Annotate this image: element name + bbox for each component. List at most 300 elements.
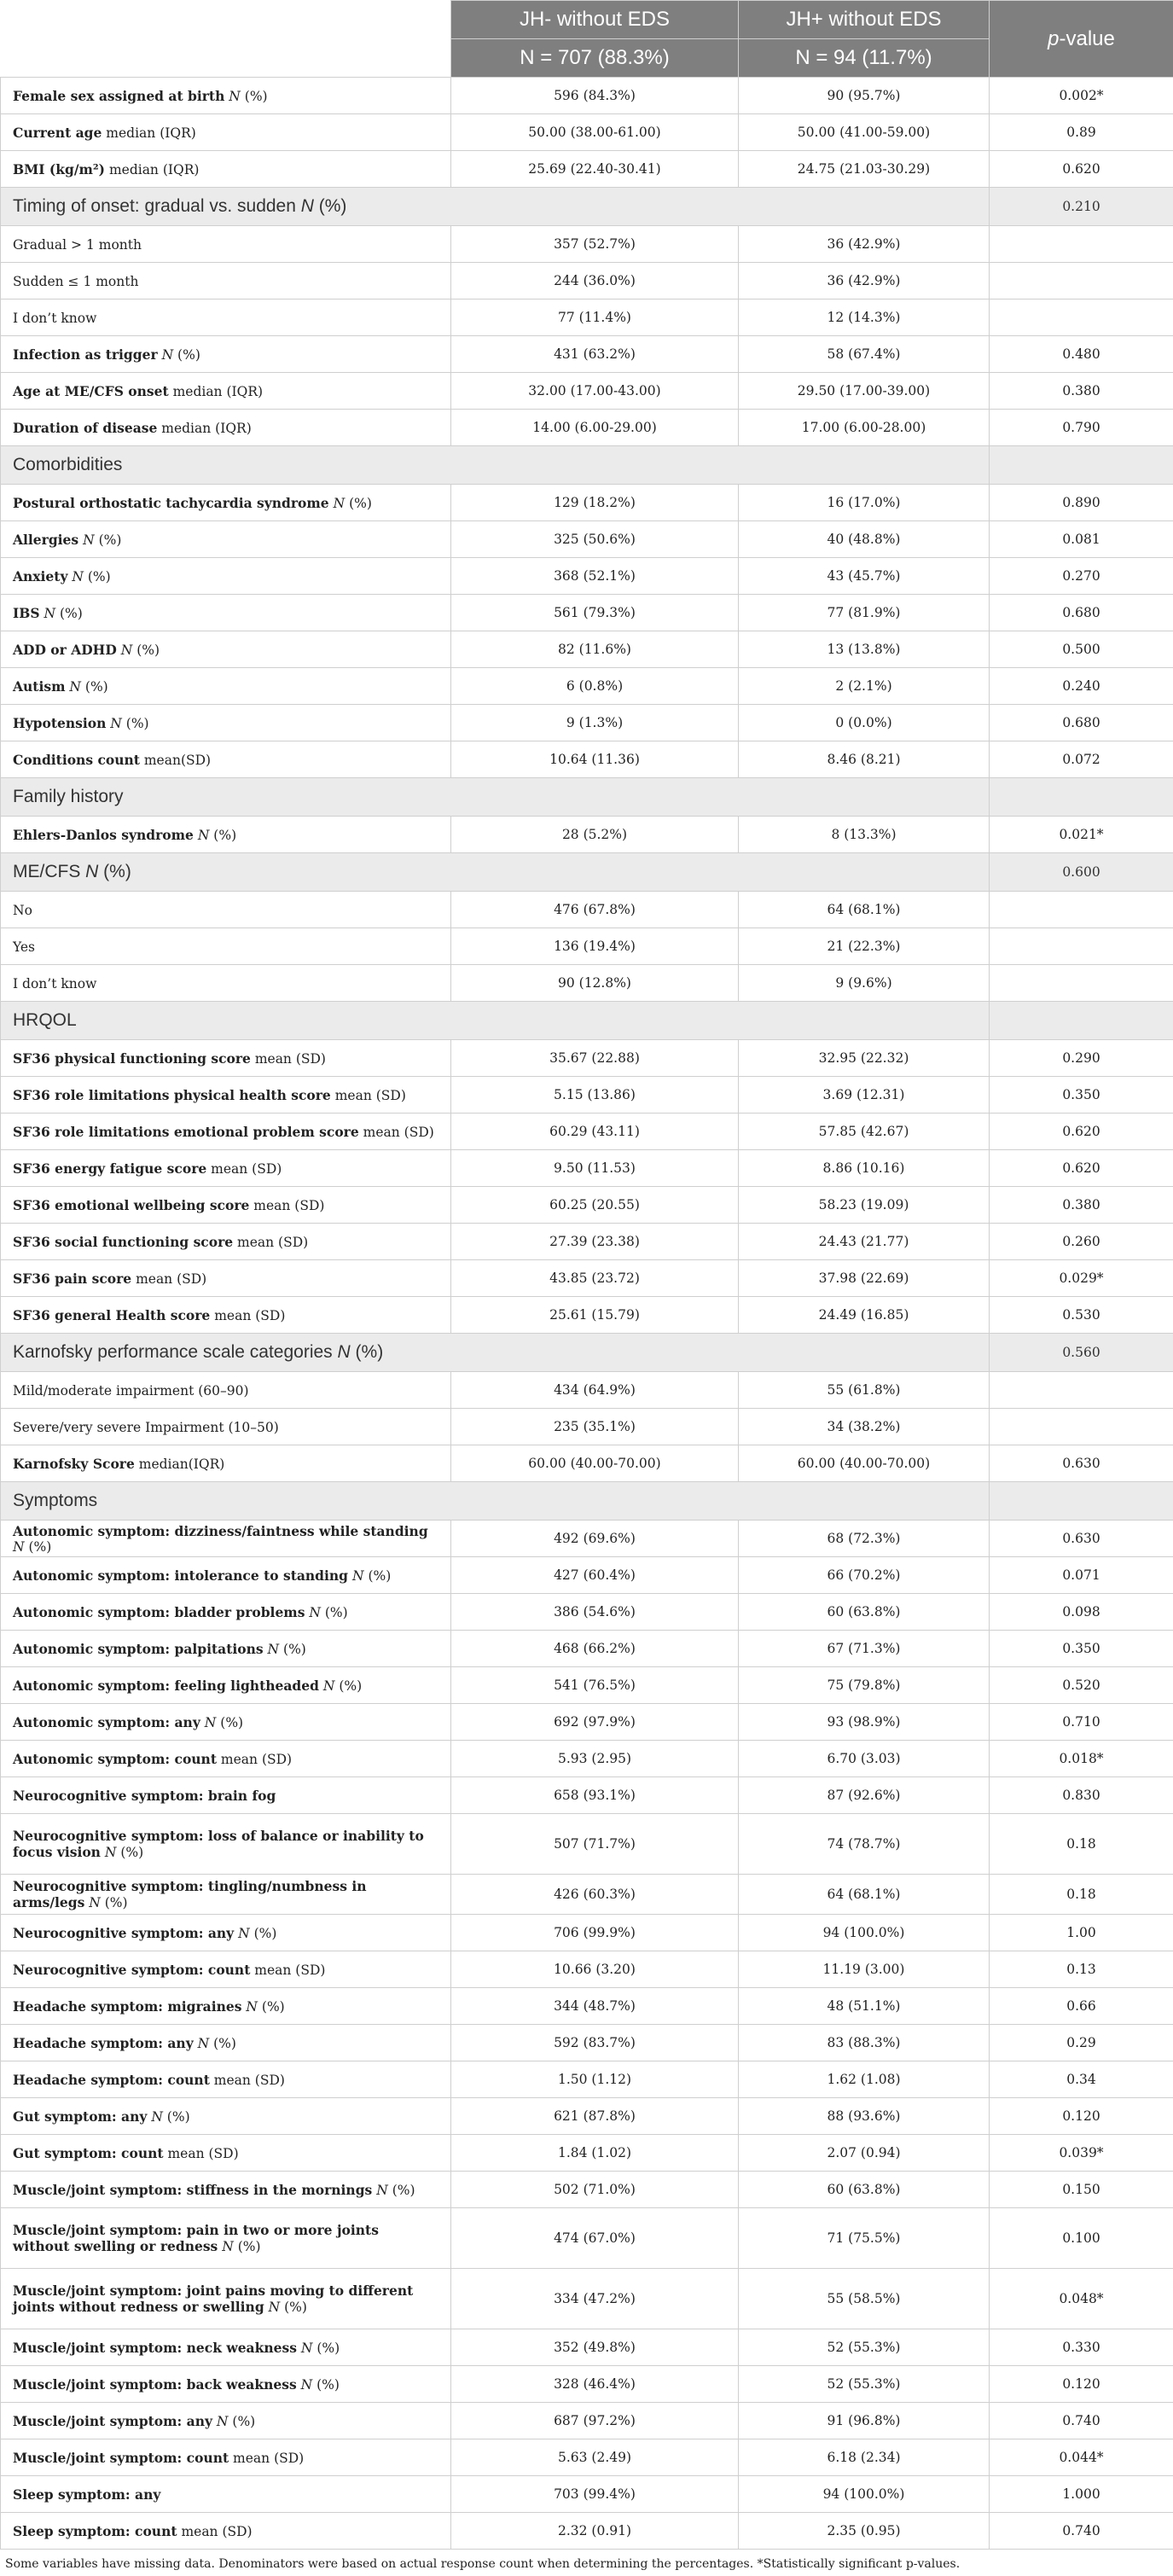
row-label	[1, 2172, 451, 2208]
table-row	[1, 1077, 1173, 1114]
p-value: 0.048*	[990, 2269, 1173, 2329]
group2-value: 8.46 (8.21)	[739, 741, 990, 778]
group2-value: 13 (13.8%)	[739, 631, 990, 668]
p-value	[990, 226, 1173, 263]
row-label	[1, 1814, 451, 1875]
row-label	[1, 2061, 451, 2098]
row-label-variable: ADD or ADHD	[13, 641, 117, 658]
p-value: 0.18	[990, 1814, 1173, 1875]
group1-value: 5.93 (2.95)	[451, 1741, 739, 1777]
table-row	[1, 1260, 1173, 1297]
section-title	[1, 1482, 990, 1521]
section-p-value	[990, 1482, 1173, 1521]
group2-value: 60.00 (40.00-70.00)	[739, 1445, 990, 1482]
row-label	[1, 263, 451, 299]
row-label	[1, 1040, 451, 1077]
table-row	[1, 1040, 1173, 1077]
header-group2: JH+ without EDS	[739, 1, 990, 39]
row-label	[1, 2098, 451, 2135]
group1-value: 6 (0.8%)	[451, 668, 739, 705]
row-label-stat: (%)	[320, 1604, 348, 1620]
group2-value: 2.07 (0.94)	[739, 2135, 990, 2172]
table-row	[1, 595, 1173, 631]
row-label-variable: Anxiety	[13, 567, 68, 584]
section-title-suffix: (%)	[98, 862, 131, 881]
header-group1-n: N = 707 (88.3%)	[451, 39, 739, 78]
row-label-variable: Muscle/joint symptom: neck weakness	[13, 2339, 297, 2356]
row-label-stat: (%)	[345, 495, 372, 511]
row-label-variable: Headache symptom: count	[13, 2071, 210, 2088]
row-label-variable: Sleep symptom: count	[13, 2522, 177, 2539]
row-label-stat: mean (SD)	[229, 2450, 305, 2466]
row-label-n: N	[104, 1845, 117, 1860]
table-row	[1, 1631, 1173, 1667]
p-value: 0.18	[990, 1875, 1173, 1915]
group2-value: 43 (45.7%)	[739, 558, 990, 595]
group2-value: 64 (68.1%)	[739, 892, 990, 928]
row-label-n: N	[351, 1567, 364, 1584]
row-label	[1, 965, 451, 1002]
table-row	[1, 817, 1173, 853]
group2-value: 29.50 (17.00-39.00)	[739, 373, 990, 410]
table-row	[1, 2061, 1173, 2098]
row-label-stat: mean (SD)	[163, 2145, 239, 2161]
table-row	[1, 2476, 1173, 2513]
group2-value: 17.00 (6.00-28.00)	[739, 410, 990, 446]
group2-value: 68 (72.3%)	[739, 1521, 990, 1557]
row-label-stat: I don’t know	[13, 975, 97, 991]
row-label-stat: (%)	[257, 1998, 285, 2015]
group1-value: 60.25 (20.55)	[451, 1187, 739, 1224]
row-label-stat: median (IQR)	[157, 420, 252, 436]
section-title-n: N	[300, 196, 314, 216]
p-value: 0.380	[990, 373, 1173, 410]
table-row	[1, 78, 1173, 114]
section-title	[1, 778, 990, 817]
group2-value: 11.19 (3.00)	[739, 1951, 990, 1988]
group2-value: 48 (51.1%)	[739, 1988, 990, 2025]
group2-value: 75 (79.8%)	[739, 1667, 990, 1704]
p-value: 0.098	[990, 1594, 1173, 1631]
group2-value: 60 (63.8%)	[739, 1594, 990, 1631]
p-value	[990, 928, 1173, 965]
section-p-value: 0.210	[990, 188, 1173, 226]
table-row	[1, 2269, 1173, 2329]
row-label	[1, 2135, 451, 2172]
p-value: 0.029*	[990, 1260, 1173, 1297]
p-value: 0.34	[990, 2061, 1173, 2098]
table-row	[1, 1150, 1173, 1187]
row-label-variable: Muscle/joint symptom: joint pains moving to different joints without redness or swelling	[13, 2282, 414, 2315]
group1-value: 90 (12.8%)	[451, 965, 739, 1002]
row-label	[1, 1187, 451, 1224]
row-label-variable: BMI (kg/m²)	[13, 160, 106, 177]
row-label	[1, 1667, 451, 1704]
table-row	[1, 2329, 1173, 2366]
group2-value: 21 (22.3%)	[739, 928, 990, 965]
section-p-value	[990, 446, 1173, 485]
row-label-stat: (%)	[216, 1714, 244, 1730]
table-row	[1, 2098, 1173, 2135]
row-label-stat: Mild/moderate impairment (60–90)	[13, 1382, 249, 1398]
group2-value: 1.62 (1.08)	[739, 2061, 990, 2098]
group1-value: 368 (52.1%)	[451, 558, 739, 595]
table-row	[1, 965, 1173, 1002]
table-row	[1, 410, 1173, 446]
group1-value: 431 (63.2%)	[451, 336, 739, 373]
row-label	[1, 78, 451, 114]
row-label	[1, 1594, 451, 1631]
table-row	[1, 1814, 1173, 1875]
section-header-row	[1, 1482, 1173, 1521]
p-value: 0.680	[990, 595, 1173, 631]
row-label	[1, 1445, 451, 1482]
group1-value: 10.64 (11.36)	[451, 741, 739, 778]
table-row	[1, 1875, 1173, 1915]
row-label	[1, 114, 451, 151]
row-label-n: N	[246, 1998, 258, 2015]
group1-value: 596 (84.3%)	[451, 78, 739, 114]
row-label	[1, 336, 451, 373]
row-label-variable: Hypotension	[13, 714, 107, 731]
row-label-n: N	[44, 605, 56, 621]
table-row	[1, 1445, 1173, 1482]
group2-value: 36 (42.9%)	[739, 226, 990, 263]
p-value: 0.630	[990, 1445, 1173, 1482]
row-label-stat: mean (SD)	[209, 2072, 285, 2088]
group1-value: 5.15 (13.86)	[451, 1077, 739, 1114]
p-value: 0.021*	[990, 817, 1173, 853]
table-row	[1, 2172, 1173, 2208]
group2-value: 93 (98.9%)	[739, 1704, 990, 1741]
p-value	[990, 263, 1173, 299]
row-label-n: N	[333, 495, 346, 511]
row-label-variable: Neurocognitive symptom: loss of balance or inability to focus vision	[13, 1828, 424, 1860]
section-header-row	[1, 1002, 1173, 1040]
group2-value: 77 (81.9%)	[739, 595, 990, 631]
row-label-stat: mean(SD)	[139, 752, 212, 768]
row-label	[1, 892, 451, 928]
group1-value: 492 (69.6%)	[451, 1521, 739, 1557]
row-label-variable: SF36 physical functioning score	[13, 1050, 251, 1067]
p-value: 0.120	[990, 2098, 1173, 2135]
table-row	[1, 2208, 1173, 2269]
row-label-variable: Muscle/joint symptom: any	[13, 2412, 212, 2429]
group2-value: 12 (14.3%)	[739, 299, 990, 336]
row-label-variable: SF36 social functioning score	[13, 1233, 234, 1250]
row-label-stat: No	[13, 902, 32, 918]
p-value	[990, 965, 1173, 1002]
table-body	[1, 78, 1173, 2550]
row-label-variable: Autism	[13, 677, 66, 695]
section-title-text: Karnofsky performance scale categories	[13, 1342, 338, 1362]
group2-value: 60 (63.8%)	[739, 2172, 990, 2208]
group1-value: 476 (67.8%)	[451, 892, 739, 928]
p-value: 1.00	[990, 1915, 1173, 1951]
p-value: 0.039*	[990, 2135, 1173, 2172]
group2-value: 34 (38.2%)	[739, 1409, 990, 1445]
table-row	[1, 521, 1173, 558]
row-label-stat: mean (SD)	[330, 1087, 406, 1103]
group2-value: 64 (68.1%)	[739, 1875, 990, 1915]
table-row	[1, 263, 1173, 299]
row-label-variable: SF36 energy fatigue score	[13, 1160, 207, 1177]
row-label-variable: SF36 pain score	[13, 1270, 132, 1287]
section-p-value	[990, 1002, 1173, 1040]
row-label-variable: Duration of disease	[13, 419, 158, 436]
p-value: 0.072	[990, 741, 1173, 778]
p-value: 0.890	[990, 485, 1173, 521]
row-label-stat: median (IQR)	[168, 383, 264, 399]
row-label-variable: Autonomic symptom: feeling lightheaded	[13, 1677, 319, 1694]
group1-value: 2.32 (0.91)	[451, 2513, 739, 2550]
row-label-stat: median (IQR)	[102, 125, 196, 141]
row-label-variable: Headache symptom: any	[13, 2034, 194, 2051]
group1-value: 386 (54.6%)	[451, 1594, 739, 1631]
table-row	[1, 2366, 1173, 2403]
row-label-n: N	[216, 2413, 229, 2429]
p-value: 0.740	[990, 2513, 1173, 2550]
group1-value: 692 (97.9%)	[451, 1704, 739, 1741]
p-value: 0.710	[990, 1704, 1173, 1741]
p-value: 0.380	[990, 1187, 1173, 1224]
section-header-row	[1, 1334, 1173, 1372]
header-blank-cell	[1, 1, 451, 78]
table-row	[1, 1409, 1173, 1445]
row-label-n: N	[110, 715, 122, 731]
row-label-stat: (%)	[312, 2376, 340, 2393]
table-row	[1, 928, 1173, 965]
row-label-stat: Yes	[13, 939, 36, 955]
group2-value: 50.00 (41.00-59.00)	[739, 114, 990, 151]
row-label	[1, 1741, 451, 1777]
section-title-text: ME/CFS	[13, 862, 86, 881]
row-label-variable: Current age	[13, 124, 102, 141]
table-row	[1, 2439, 1173, 2476]
table-row	[1, 1667, 1173, 1704]
row-label-variable: Autonomic symptom: dizziness/faintness while standing	[13, 1522, 428, 1539]
p-value: 0.260	[990, 1224, 1173, 1260]
p-value: 0.071	[990, 1557, 1173, 1594]
group1-value: 325 (50.6%)	[451, 521, 739, 558]
header-pvalue-italic: p	[1048, 26, 1060, 50]
group1-value: 474 (67.0%)	[451, 2208, 739, 2269]
group1-value: 129 (18.2%)	[451, 485, 739, 521]
row-label	[1, 1224, 451, 1260]
group1-value: 507 (71.7%)	[451, 1814, 739, 1875]
row-label-n: N	[204, 1714, 217, 1730]
section-title-suffix: (%)	[350, 1342, 384, 1362]
row-label-variable: Autonomic symptom: bladder problems	[13, 1603, 305, 1620]
row-label	[1, 1557, 451, 1594]
row-label	[1, 1409, 451, 1445]
p-value: 0.081	[990, 521, 1173, 558]
p-value: 0.350	[990, 1631, 1173, 1667]
table-row	[1, 485, 1173, 521]
group2-value: 94 (100.0%)	[739, 1915, 990, 1951]
row-label	[1, 705, 451, 741]
row-label-variable: Muscle/joint symptom: pain in two or more joints without swelling or redness	[13, 2222, 379, 2254]
row-label	[1, 1297, 451, 1334]
group1-value: 334 (47.2%)	[451, 2269, 739, 2329]
table-row	[1, 2135, 1173, 2172]
row-label	[1, 1875, 451, 1915]
row-label-n: N	[268, 2300, 281, 2315]
section-header-row	[1, 446, 1173, 485]
group1-value: 9.50 (11.53)	[451, 1150, 739, 1187]
row-label-stat: mean (SD)	[250, 1050, 326, 1067]
row-label-variable: SF36 general Health score	[13, 1306, 211, 1323]
p-value: 0.044*	[990, 2439, 1173, 2476]
group2-value: 58 (67.4%)	[739, 336, 990, 373]
row-label-variable: Neurocognitive symptom: count	[13, 1961, 251, 1978]
table-row	[1, 2025, 1173, 2061]
p-value: 0.500	[990, 631, 1173, 668]
group1-value: 244 (36.0%)	[451, 263, 739, 299]
section-p-value: 0.560	[990, 1334, 1173, 1372]
group1-value: 468 (66.2%)	[451, 1631, 739, 1667]
row-label	[1, 928, 451, 965]
group2-value: 6.18 (2.34)	[739, 2439, 990, 2476]
row-label-n: N	[222, 2239, 234, 2254]
row-label-variable: SF36 role limitations emotional problem score	[13, 1123, 359, 1140]
row-label	[1, 2025, 451, 2061]
table-row	[1, 1521, 1173, 1557]
row-label-stat: mean (SD)	[210, 1307, 286, 1323]
group2-value: 2.35 (0.95)	[739, 2513, 990, 2550]
group1-value: 28 (5.2%)	[451, 817, 739, 853]
row-label-stat: Sudden ≤ 1 month	[13, 273, 139, 289]
row-label	[1, 2439, 451, 2476]
p-value: 0.790	[990, 410, 1173, 446]
table-header	[1, 1, 1173, 78]
table-row	[1, 114, 1173, 151]
row-label-n: N	[300, 2376, 313, 2393]
table-row	[1, 2403, 1173, 2439]
table-footnote: Some variables have missing data. Denominators were based on actual response count when determining the percentages. *Statistically significant p-values.	[5, 2557, 961, 2571]
table-row	[1, 1224, 1173, 1260]
table-row	[1, 1915, 1173, 1951]
row-label-variable: SF36 emotional wellbeing score	[13, 1196, 250, 1213]
group2-value: 88 (93.6%)	[739, 2098, 990, 2135]
row-label-n: N	[197, 2035, 210, 2051]
section-title-suffix: (%)	[313, 196, 347, 216]
row-label-variable: Neurocognitive symptom: any	[13, 1924, 235, 1941]
group2-value: 16 (17.0%)	[739, 485, 990, 521]
section-header-row	[1, 778, 1173, 817]
table-row	[1, 1372, 1173, 1409]
group2-value: 8.86 (10.16)	[739, 1150, 990, 1187]
row-label-variable: Infection as trigger	[13, 346, 158, 363]
row-label-stat: (%)	[116, 1845, 144, 1860]
row-label-variable: Muscle/joint symptom: count	[13, 2449, 229, 2466]
section-p-value: 0.600	[990, 853, 1173, 892]
table-row	[1, 705, 1173, 741]
table-row	[1, 1297, 1173, 1334]
group1-value: 658 (93.1%)	[451, 1777, 739, 1814]
row-label-stat: (%)	[132, 642, 160, 658]
header-pvalue	[990, 1, 1173, 78]
row-label-n: N	[197, 827, 210, 843]
group2-value: 32.95 (22.32)	[739, 1040, 990, 1077]
section-title	[1, 446, 990, 485]
row-label-stat: (%)	[83, 568, 111, 584]
row-label-n: N	[238, 1925, 250, 1941]
row-label-n: N	[151, 2108, 163, 2125]
section-title	[1, 188, 990, 226]
group1-value: 14.00 (6.00-29.00)	[451, 410, 739, 446]
row-label-stat: (%)	[312, 2340, 340, 2356]
p-value	[990, 299, 1173, 336]
row-label	[1, 595, 451, 631]
group1-value: 592 (83.7%)	[451, 2025, 739, 2061]
p-value: 0.620	[990, 1150, 1173, 1187]
group1-value: 706 (99.9%)	[451, 1915, 739, 1951]
group1-value: 357 (52.7%)	[451, 226, 739, 263]
row-label	[1, 1777, 451, 1814]
p-value: 0.330	[990, 2329, 1173, 2366]
group1-value: 352 (49.8%)	[451, 2329, 739, 2366]
group1-value: 60.29 (43.11)	[451, 1114, 739, 1150]
row-label-variable: Female sex assigned at birth	[13, 87, 225, 104]
section-title-text: Symptoms	[13, 1491, 98, 1510]
group1-value: 35.67 (22.88)	[451, 1040, 739, 1077]
row-label	[1, 151, 451, 188]
row-label	[1, 521, 451, 558]
table-row	[1, 668, 1173, 705]
row-label	[1, 299, 451, 336]
p-value: 0.290	[990, 1040, 1173, 1077]
row-label-variable: Autonomic symptom: palpitations	[13, 1640, 264, 1657]
group1-value: 235 (35.1%)	[451, 1409, 739, 1445]
group1-value: 434 (64.9%)	[451, 1372, 739, 1409]
group1-value: 561 (79.3%)	[451, 595, 739, 631]
row-label-stat: median(IQR)	[134, 1456, 225, 1472]
row-label	[1, 1951, 451, 1988]
row-label-stat: Gradual > 1 month	[13, 236, 142, 253]
group2-value: 83 (88.3%)	[739, 2025, 990, 2061]
row-label-stat: (%)	[121, 715, 149, 731]
section-title	[1, 1334, 990, 1372]
row-label	[1, 2476, 451, 2513]
group2-value: 24.49 (16.85)	[739, 1297, 990, 1334]
section-title-text: HRQOL	[13, 1010, 77, 1030]
row-label-stat: I don’t know	[13, 310, 97, 326]
table-row	[1, 226, 1173, 263]
group1-value: 9 (1.3%)	[451, 705, 739, 741]
table-row	[1, 741, 1173, 778]
section-title-text: Comorbidities	[13, 455, 123, 474]
table-row	[1, 1741, 1173, 1777]
row-label-n: N	[229, 88, 241, 104]
p-value	[990, 1409, 1173, 1445]
row-label	[1, 1521, 451, 1557]
p-value: 0.480	[990, 336, 1173, 373]
p-value: 0.630	[990, 1521, 1173, 1557]
table-row	[1, 1951, 1173, 1988]
row-label-stat: (%)	[249, 1925, 277, 1941]
row-label-variable: Headache symptom: migraines	[13, 1997, 242, 2015]
section-title-n: N	[337, 1342, 351, 1362]
table-row	[1, 1187, 1173, 1224]
group1-value: 502 (71.0%)	[451, 2172, 739, 2208]
group2-value: 91 (96.8%)	[739, 2403, 990, 2439]
header-group1: JH- without EDS	[451, 1, 739, 39]
header-pvalue-rest: -value	[1059, 26, 1115, 50]
row-label-variable: Allergies	[13, 531, 79, 548]
group1-value: 621 (87.8%)	[451, 2098, 739, 2135]
group1-value: 25.61 (15.79)	[451, 1297, 739, 1334]
